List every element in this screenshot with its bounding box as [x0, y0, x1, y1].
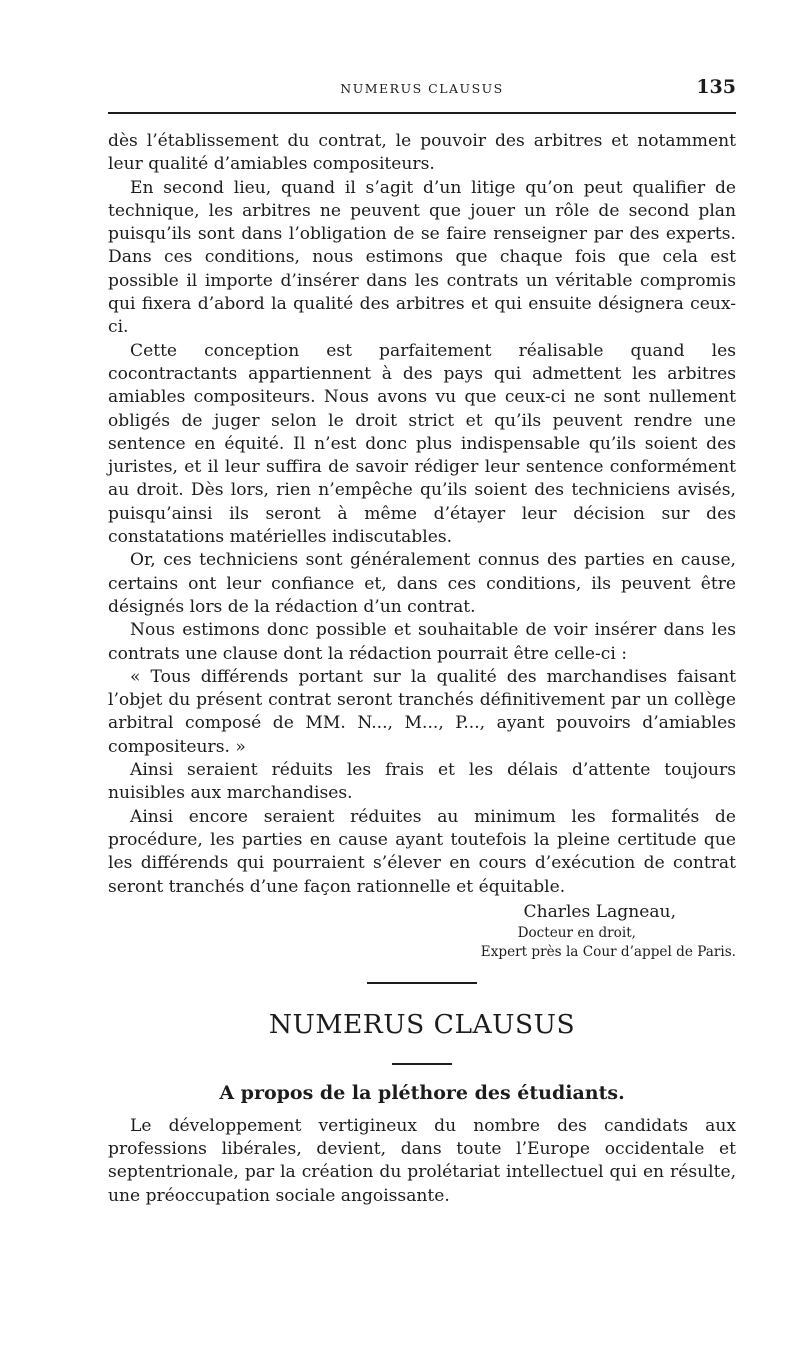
- title-underline: [392, 1063, 452, 1065]
- section-subtitle: A propos de la pléthore des étudiants.: [219, 1081, 625, 1104]
- page-number: 135: [696, 76, 736, 98]
- article-body: [108, 130, 736, 899]
- author-signature: [108, 901, 736, 962]
- paragraph: Ainsi encore seraient réduites au minimum les formalités de procédure, les parties en cause ayant toutefois la pleine certitude que les différends qui pourraient s’élever en cours d’exécution de contrat seront tranchés d’une façon rationnelle et équitable.: [108, 806, 736, 897]
- section-title: NUMERUS CLAUSUS: [268, 1008, 576, 1040]
- paragraph: dès l’établissement du contrat, le pouvoir des arbitres et notamment leur qualité d’amiables compositeurs.: [108, 131, 736, 175]
- author-name: Charles Lagneau,: [523, 901, 676, 922]
- section-divider: [367, 982, 477, 984]
- paragraph: Cette conception est parfaitement réalisable quand les cocontractants appartiennent à des pays qui admettent les arbitres amiables compositeurs. Nous avons vu que ceux-ci ne sont nullement obligés de juger selon le droit strict et qu’ils peuvent rendre une sentence en équité. Il n’est donc plus indispensable qu’ils soient des juristes, et il leur suffira de savoir rédiger leur sentence conformément au droit. Dès lors, rien n’empêche qu’ils soient des techniciens avisés, puisqu’ainsi ils seront à même d’étayer leur décision sur des constatations matérielles indiscutables.: [108, 340, 736, 548]
- paragraph: Or, ces techniciens sont généralement connus des parties en cause, certains ont leur confiance et, dans ces conditions, ils peuvent être désignés lors de la rédaction d’un contrat.: [108, 550, 736, 617]
- paragraph: Nous estimons donc possible et souhaitable de voir insérer dans les contrats une clause dont la rédaction pourrait être celle-ci :: [108, 620, 736, 664]
- section-body: [108, 1115, 736, 1208]
- author-affiliation: Expert près la Cour d’appel de Paris.: [480, 943, 736, 960]
- paragraph: Le développement vertigineux du nombre des candidats aux professions libérales, devient, dans toute l’Europe occidentale et septentrionale, par la création du prolétariat intellectuel qui en résulte, une préoccupation sociale angoissante.: [108, 1115, 736, 1206]
- paragraph: En second lieu, quand il s’agit d’un litige qu’on peut qualifier de technique, les arbitres ne peuvent que jouer un rôle de second plan puisqu’ils sont dans l’obligation de se faire renseigner par des experts. Dans ces conditions, nous estimons que chaque fois que cela est possible il importe d’insérer dans les contrats un véritable compromis qui fixera d’abord la qualité des arbitres et qui ensuite désignera ceux-ci.: [108, 177, 736, 338]
- quoted-clause: « Tous différends portant sur la qualité des marchandises faisant l’objet du présent contrat seront tranchés définitivement par un collège arbitral composé de MM. N..., M..., P..., ayant pouvoirs d’amiables compositeurs. »: [108, 666, 736, 757]
- header-rule: [108, 112, 736, 114]
- page: [108, 76, 736, 1208]
- running-header: [108, 76, 736, 102]
- running-title: NUMERUS CLAUSUS: [340, 81, 504, 96]
- author-title: Docteur en droit,: [517, 924, 636, 941]
- paragraph: Ainsi seraient réduits les frais et les délais d’attente toujours nuisibles aux marchandises.: [108, 760, 736, 804]
